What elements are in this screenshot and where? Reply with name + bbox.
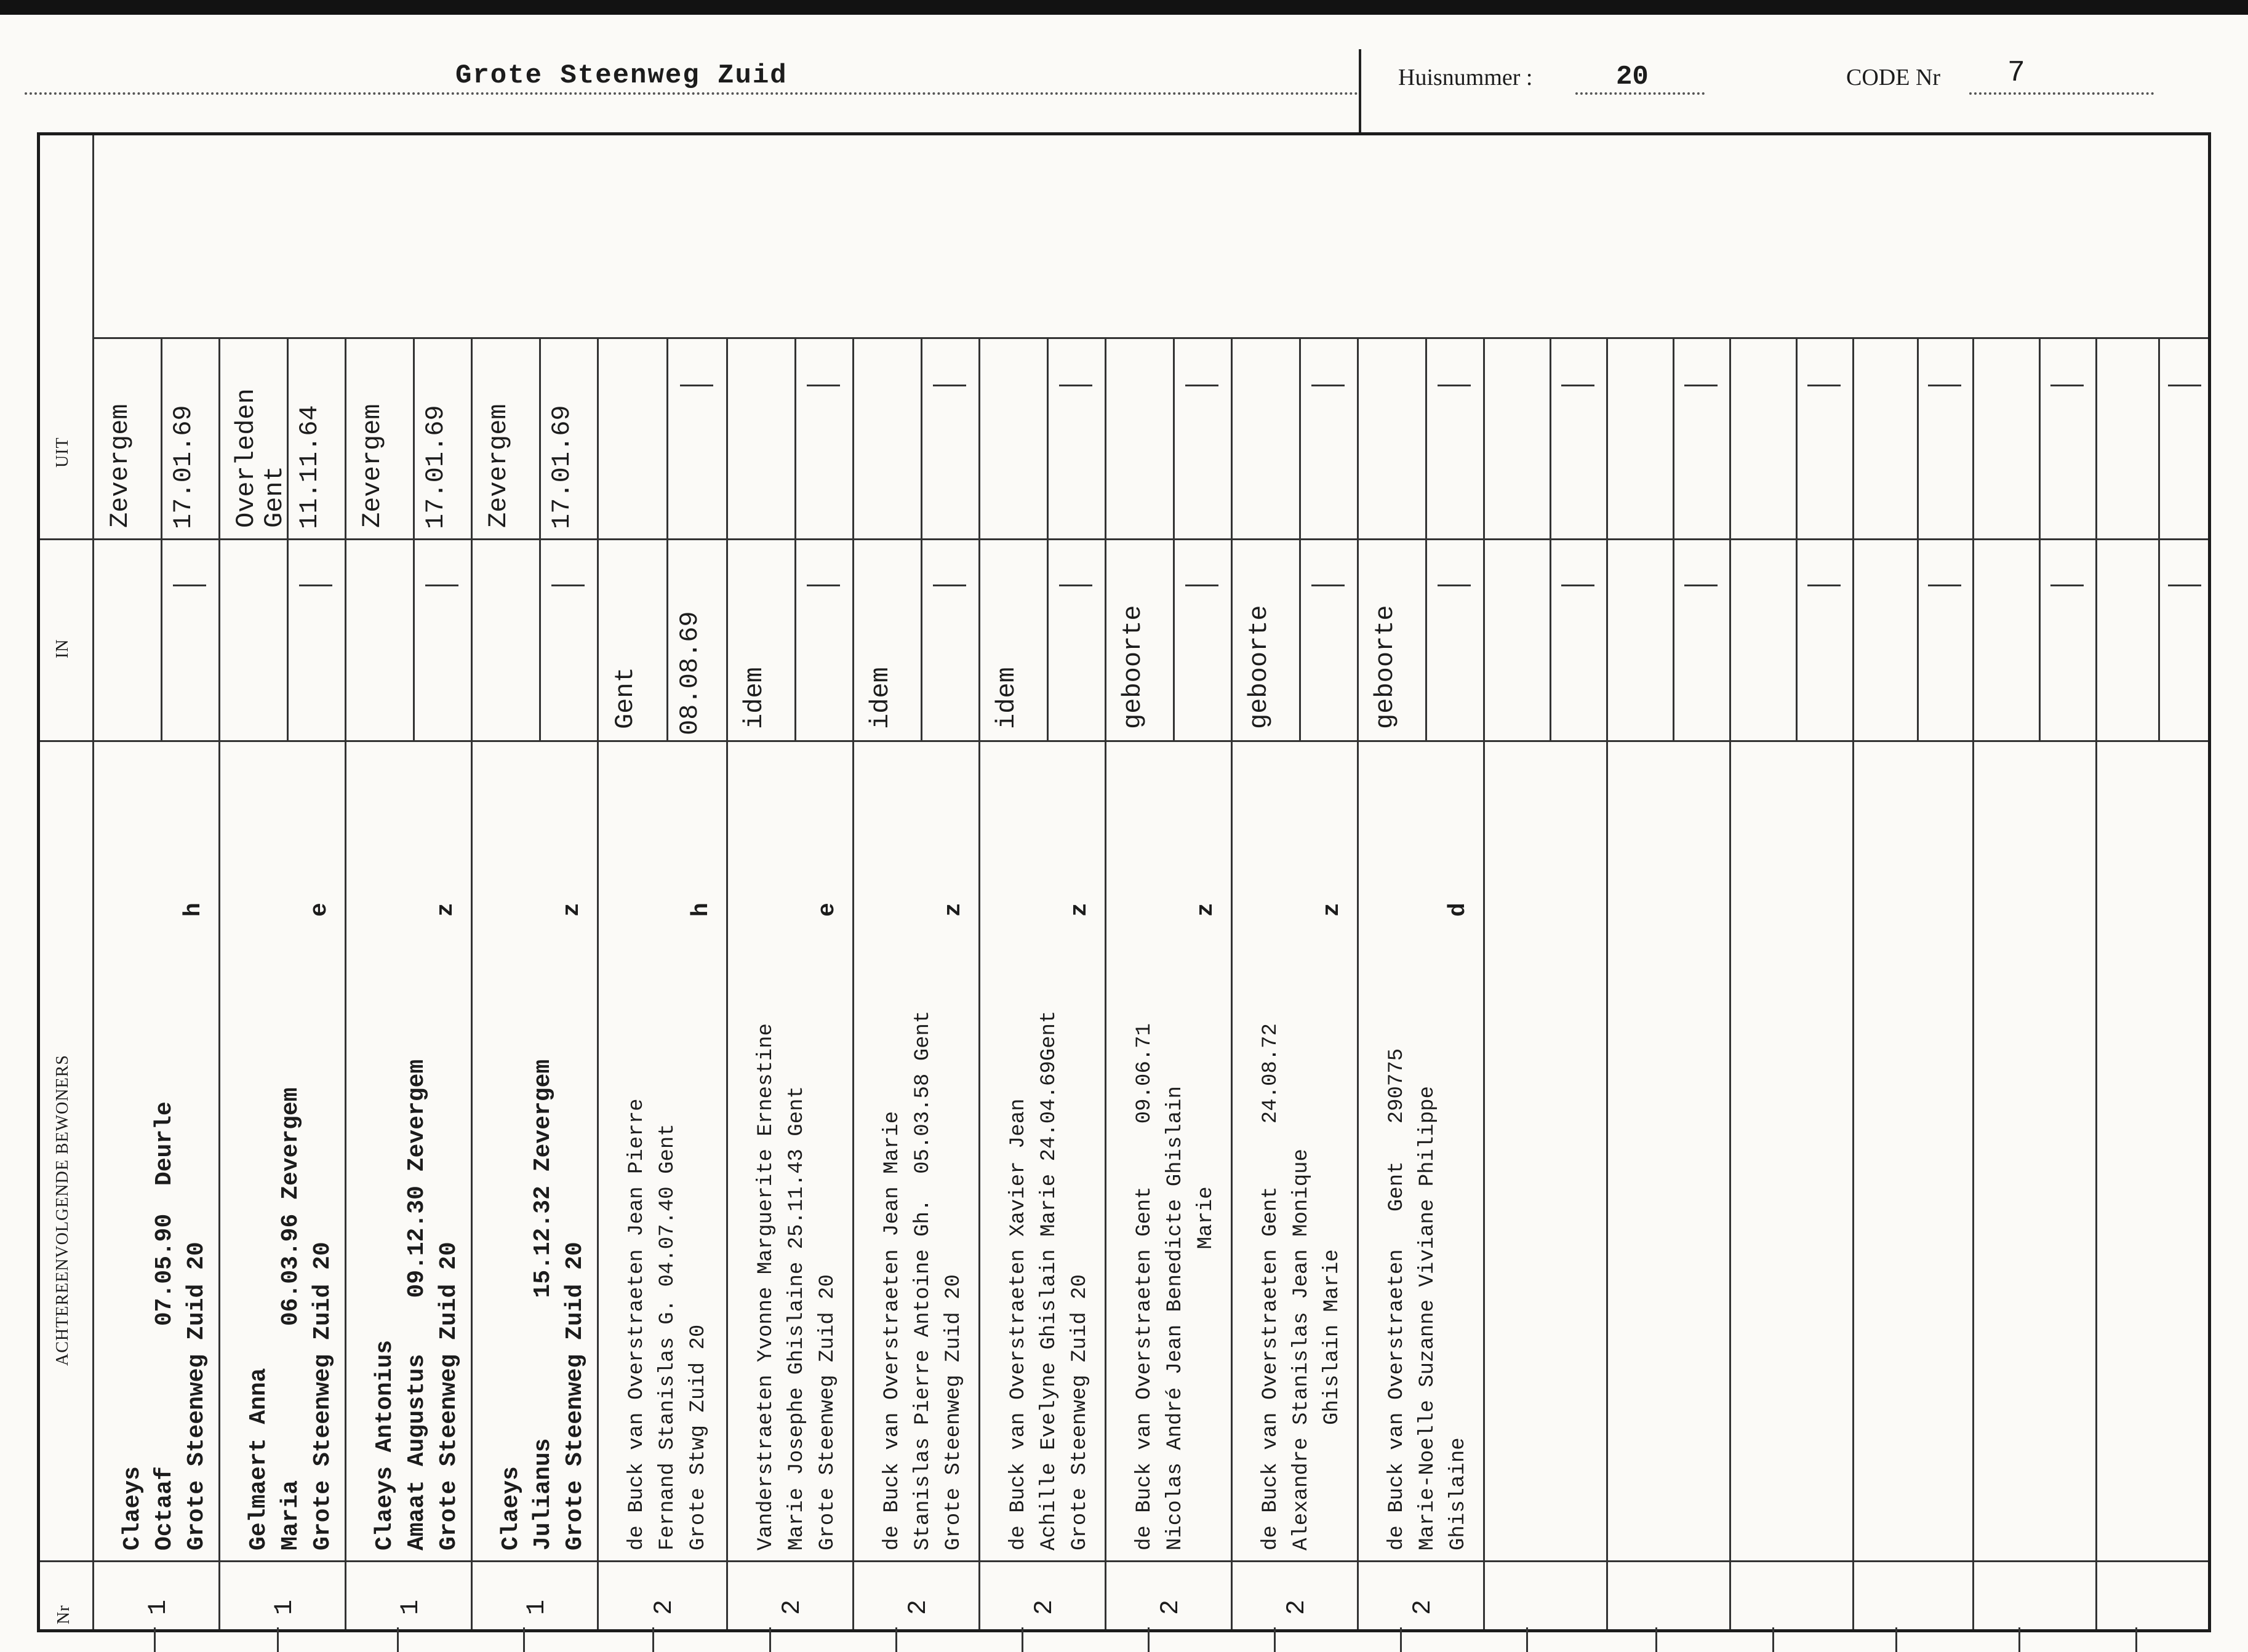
grid-line-column	[2095, 337, 2097, 1629]
resident-marker: d	[1445, 903, 1471, 917]
resident-entry	[369, 1059, 465, 1550]
resident-marker: z	[1066, 903, 1093, 917]
resident-entry	[877, 1011, 969, 1550]
uit-empty-dash	[1438, 385, 1471, 386]
resident-entry	[117, 1101, 213, 1550]
resident-line: Claeys Antonius	[372, 1339, 398, 1550]
grid-line-subcolumn	[1047, 337, 1049, 740]
resident-line: Grote Steenweg Zuid 20	[310, 1242, 336, 1550]
uit-empty-dash	[1185, 385, 1218, 386]
in-empty-dash	[173, 585, 206, 586]
in-place: geboorte	[1118, 605, 1148, 729]
resident-marker: z	[1319, 903, 1345, 917]
in-empty-dash	[1928, 585, 1961, 586]
in-place: geboorte	[1244, 605, 1274, 729]
uit-empty-dash	[1059, 385, 1092, 386]
resident-line: Grote Steenweg Zuid 20	[942, 1274, 966, 1550]
grid-line-column	[1357, 337, 1359, 1629]
resident-line: Marie-Noelle Suzanne Viviane Philippe	[1416, 1086, 1439, 1550]
margin-tick	[1526, 1627, 1528, 1652]
grid-line-column	[1606, 337, 1608, 1629]
resident-nr: 2	[1029, 1599, 1059, 1615]
resident-line: Alexandre Stanislas Jean Monique	[1290, 1149, 1313, 1550]
uit-empty-dash	[2050, 385, 2084, 386]
margin-tick	[1400, 1627, 1402, 1652]
in-place: idem	[992, 667, 1022, 729]
code-nr-underline	[1969, 92, 2154, 95]
resident-line: de Buck van Overstraeten Gent 24.08.72	[1259, 1023, 1282, 1550]
grid-line-column	[597, 337, 599, 1629]
resident-line: Grote Steenweg Zuid 20	[183, 1242, 210, 1550]
grid-line-column	[218, 337, 220, 1629]
margin-tick	[277, 1627, 279, 1652]
margin-tick	[1148, 1627, 1150, 1652]
resident-line: Grote Steenweg Zuid 20	[1068, 1274, 1092, 1550]
uit-empty-dash	[807, 385, 840, 386]
in-empty-dash	[551, 585, 585, 586]
resident-line: Gelmaert Anna	[246, 1368, 272, 1550]
resident-nr: 2	[1155, 1599, 1185, 1615]
uit-empty-dash	[680, 385, 713, 386]
uit-date: 17.01.69	[547, 405, 577, 529]
in-empty-dash	[1059, 585, 1092, 586]
resident-nr: 1	[521, 1599, 551, 1615]
in-empty-dash	[1807, 585, 1841, 586]
street-underline	[25, 92, 1359, 95]
in-empty-dash	[1185, 585, 1218, 586]
resident-line: Grote Steenweg Zuid 20	[816, 1274, 839, 1550]
margin-tick	[2018, 1627, 2020, 1652]
margin-tick	[1274, 1627, 1276, 1652]
resident-line: Julianus 15.12.32 Zevergem	[530, 1059, 556, 1550]
huisnummer-underline	[1575, 92, 1705, 95]
scan-top-border	[0, 0, 2248, 15]
resident-marker: z	[940, 903, 967, 917]
resident-nr: 1	[143, 1599, 173, 1615]
resident-entry	[1003, 1011, 1095, 1550]
resident-line: Marie	[1194, 1186, 1218, 1550]
grid-line-uit-in	[40, 538, 2208, 540]
uit-place: Zevergem	[358, 404, 387, 528]
resident-marker: z	[1193, 903, 1219, 917]
section-label-bewoners: ACHTEREENVOLGENDE BEWONERS	[53, 1055, 72, 1366]
uit-date: 11.11.64	[295, 405, 324, 529]
in-empty-dash	[299, 585, 332, 586]
grid-line-subcolumn	[1173, 337, 1175, 740]
grid-line-column	[726, 337, 728, 1629]
resident-line: Ghislaine	[1447, 1437, 1470, 1550]
resident-nr: 2	[1407, 1599, 1438, 1615]
resident-line: Grote Steenweg Zuid 20	[562, 1242, 588, 1550]
resident-marker: e	[814, 903, 841, 917]
resident-entry	[1255, 1023, 1348, 1550]
uit-place: Zevergem	[484, 404, 513, 528]
section-label-uit: UIT	[53, 437, 72, 468]
grid-line-subcolumn	[921, 337, 922, 740]
street-name: Grote Steenweg Zuid	[455, 60, 788, 91]
resident-line: Claeys	[498, 1466, 524, 1550]
in-empty-dash	[425, 585, 458, 586]
grid-line-top-section	[92, 337, 2208, 339]
grid-line-subcolumn	[539, 337, 541, 740]
in-empty-dash	[1438, 585, 1471, 586]
grid-line-bewoners-nr	[40, 1560, 2208, 1562]
resident-line: de Buck van Overstraeten Jean Marie	[881, 1111, 904, 1550]
resident-marker: h	[180, 903, 207, 917]
resident-line: de Buck van Overstraeten Gent 290775	[1385, 1048, 1409, 1550]
in-empty-dash	[1684, 585, 1718, 586]
header-divider	[1359, 49, 1361, 132]
uit-date: 17.01.69	[421, 405, 450, 529]
grid-line-subcolumn	[1299, 337, 1301, 740]
grid-line-label-column	[92, 135, 94, 1629]
grid-line-column	[1105, 337, 1106, 1629]
resident-line: Vanderstraeten Yvonne Marguerite Ernestine	[754, 1023, 778, 1550]
grid-line-column	[1972, 337, 1974, 1629]
code-nr-label: CODE Nr	[1846, 65, 1941, 90]
grid-line-column	[852, 337, 854, 1629]
margin-tick	[154, 1627, 156, 1652]
resident-line: Octaaf 07.05.90 Deurle	[151, 1101, 178, 1550]
resident-marker: e	[306, 903, 333, 917]
resident-nr: 1	[395, 1599, 425, 1615]
grid-line-subcolumn	[413, 337, 415, 740]
resident-marker: z	[559, 903, 585, 917]
code-nr-value: 7	[2007, 57, 2025, 90]
resident-entry	[622, 1098, 714, 1550]
resident-entry	[243, 1087, 339, 1550]
grid-line-subcolumn	[794, 337, 796, 740]
in-place: idem	[740, 667, 769, 729]
in-empty-dash	[933, 585, 966, 586]
grid-line-column	[978, 337, 980, 1629]
resident-line: de Buck van Overstraeten Jean Pierre	[625, 1098, 649, 1550]
resident-nr: 2	[1281, 1599, 1311, 1615]
margin-tick	[1022, 1627, 1023, 1652]
resident-nr: 2	[649, 1599, 679, 1615]
grid-line-in-bewoners	[40, 740, 2208, 742]
in-empty-dash	[2050, 585, 2084, 586]
resident-nr: 2	[903, 1599, 933, 1615]
grid-line-column	[1729, 337, 1731, 1629]
uit-empty-dash	[1311, 385, 1345, 386]
margin-tick	[523, 1627, 525, 1652]
uit-place: Overleden Gent	[231, 388, 289, 528]
grid-line-column	[1483, 337, 1485, 1629]
section-label-in: IN	[53, 639, 72, 658]
grid-line-subcolumn	[1673, 337, 1674, 740]
grid-line-column	[1231, 337, 1233, 1629]
in-empty-dash	[2168, 585, 2201, 586]
resident-line: de Buck van Overstraeten Gent 09.06.71	[1133, 1023, 1156, 1550]
grid-line-subcolumn	[161, 337, 162, 740]
uit-empty-dash	[1684, 385, 1718, 386]
resident-line: Maria 06.03.96 Zevergem	[278, 1087, 304, 1550]
uit-place: Zevergem	[105, 404, 135, 528]
resident-marker: h	[688, 903, 714, 917]
resident-entry	[751, 1023, 843, 1550]
resident-nr: 2	[777, 1599, 807, 1615]
in-empty-dash	[1561, 585, 1594, 586]
section-label-nr: Nr	[54, 1605, 73, 1624]
resident-line: Marie Josephe Ghislaine 25.11.43 Gent	[785, 1086, 809, 1550]
margin-tick	[769, 1627, 771, 1652]
resident-line: Ghislain Marie	[1321, 1249, 1344, 1550]
resident-entry	[1382, 1048, 1474, 1550]
in-place: idem	[866, 667, 895, 729]
grid-line-column	[345, 337, 346, 1629]
resident-entry	[495, 1059, 591, 1550]
uit-empty-dash	[1928, 385, 1961, 386]
grid-line-subcolumn	[666, 337, 668, 740]
in-date: 08.08.69	[675, 611, 705, 735]
resident-entry	[1129, 1023, 1222, 1550]
grid-line-subcolumn	[1917, 337, 1919, 740]
resident-line: Stanislas Pierre Antoine Gh. 05.03.58 Gent	[911, 1010, 935, 1550]
in-empty-dash	[807, 585, 840, 586]
in-empty-dash	[1311, 585, 1345, 586]
resident-line: Grote Steenweg Zuid 20	[436, 1242, 462, 1550]
resident-line: Fernand Stanislas G. 04.07.40 Gent	[656, 1123, 679, 1550]
huisnummer-label: Huisnummer :	[1398, 65, 1533, 90]
grid-line-column	[1852, 337, 1854, 1629]
in-place: Gent	[610, 667, 640, 729]
uit-empty-dash	[933, 385, 966, 386]
resident-line: Nicolas André Jean Benedicte Ghislain	[1164, 1086, 1187, 1550]
huisnummer-value: 20	[1616, 62, 1649, 92]
resident-line: Achille Evelyne Ghislain Marie 24.04.69Gent	[1038, 1010, 1061, 1550]
resident-marker: z	[433, 903, 459, 917]
resident-line: de Buck van Overstraeten Xavier Jean	[1007, 1098, 1030, 1550]
margin-tick	[2135, 1627, 2137, 1652]
resident-nr: 1	[269, 1599, 299, 1615]
margin-tick	[652, 1627, 654, 1652]
resident-line: Grote Stwg Zuid 20	[687, 1324, 710, 1550]
uit-date: 17.01.69	[169, 405, 198, 529]
grid-line-column	[471, 337, 473, 1629]
in-place: geboorte	[1370, 605, 1400, 729]
grid-line-subcolumn	[1425, 337, 1427, 740]
uit-empty-dash	[1561, 385, 1594, 386]
margin-tick	[1655, 1627, 1657, 1652]
resident-line: Claeys	[119, 1466, 146, 1550]
grid-line-subcolumn	[1796, 337, 1798, 740]
margin-tick	[1772, 1627, 1774, 1652]
grid-line-subcolumn	[1550, 337, 1551, 740]
resident-line: Amaat Augustus 09.12.30 Zevergem	[404, 1059, 430, 1550]
margin-tick	[895, 1627, 897, 1652]
margin-tick	[1895, 1627, 1897, 1652]
margin-tick	[397, 1627, 399, 1652]
grid-line-subcolumn	[2158, 337, 2160, 740]
uit-empty-dash	[1807, 385, 1841, 386]
uit-empty-dash	[2168, 385, 2201, 386]
grid-line-subcolumn	[2039, 337, 2041, 740]
